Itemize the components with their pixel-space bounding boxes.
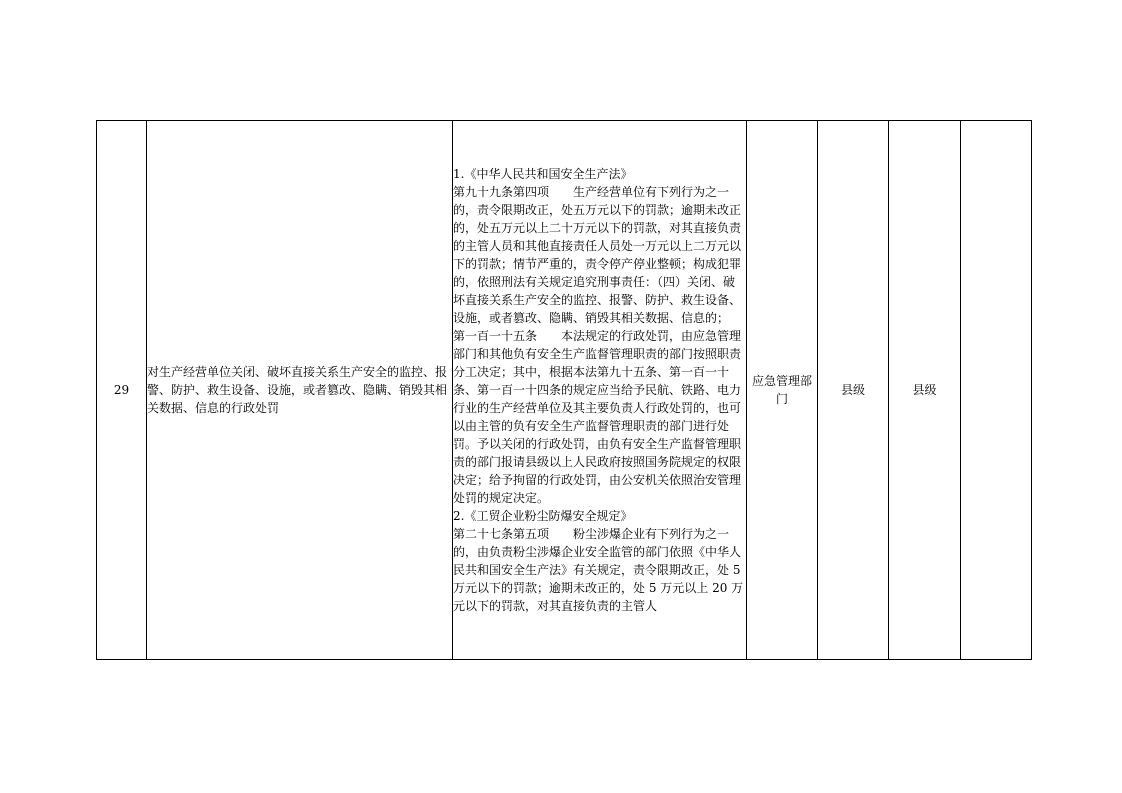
level-cell-2: 县级 [889,121,961,660]
basis-article-99: 第九十九条第四项 生产经营单位有下列行为之一的，责令限期改正，处五万元以下的罚款；逾期未改正的，处五万元以上二十万元以下的罚款，对其直接负责的主管人员和其他直接责任人员处一万元以上二万元以下的罚款；情节严重的，责令停产停业整顿；构成犯罪的，依照刑法有关规定追究刑事责任：（四）关闭、破坏直接关系生产安全的监控、报警、防护、救生设备、设施，或者篡改、隐瞒、销毁其相关数据、信息的； [453,185,742,325]
table-row [97,121,1032,660]
item-name-cell [147,121,453,660]
row-number: 29 [97,121,147,660]
item-name: 对生产经营单位关闭、破坏直接关系生产安全的监控、报警、防护、救生设备、设施，或者篡改、隐瞒、销毁其相关数据、信息的行政处罚 [147,365,448,415]
department-cell: 应急管理部门 [747,121,818,660]
note-cell [961,121,1032,660]
penalty-table [96,120,1032,660]
level-cell-1: 县级 [818,121,889,660]
basis-article-27: 第二十七条第五项 粉尘涉爆企业有下列行为之一的，由负责粉尘涉爆企业安全监管的部门依照《中华人民共和国安全生产法》有关规定，责令限期改正，处 5 万元以下的罚款；逾期未改正的，处 5 万元以上 20 万元以下的罚款，对其直接负责的主管人 [453,527,745,613]
basis-article-115: 第一百一十五条 本法规定的行政处罚，由应急管理部门和其他负有安全生产监督管理职责的部门按照职责分工决定；其中，根据本法第九十五条、第一百一十条、第一百一十四条的规定应当给予民航、铁路、电力行业的生产经营单位及其主要负责人行政处罚的，也可以由主管的负有安全生产监督管理职责的部门进行处罚。予以关闭的行政处罚，由负有安全生产监督管理职责的部门报请县级以上人民政府按照国务院规定的权限决定；给予拘留的行政处罚，由公安机关依照治安管理处罚的规定决定。 [453,329,742,505]
basis-law-title-1: 1.《中华人民共和国安全生产法》 [453,167,633,181]
legal-basis-cell [453,121,747,660]
basis-law-title-2: 2.《工贸企业粉尘防爆安全规定》 [453,509,633,523]
